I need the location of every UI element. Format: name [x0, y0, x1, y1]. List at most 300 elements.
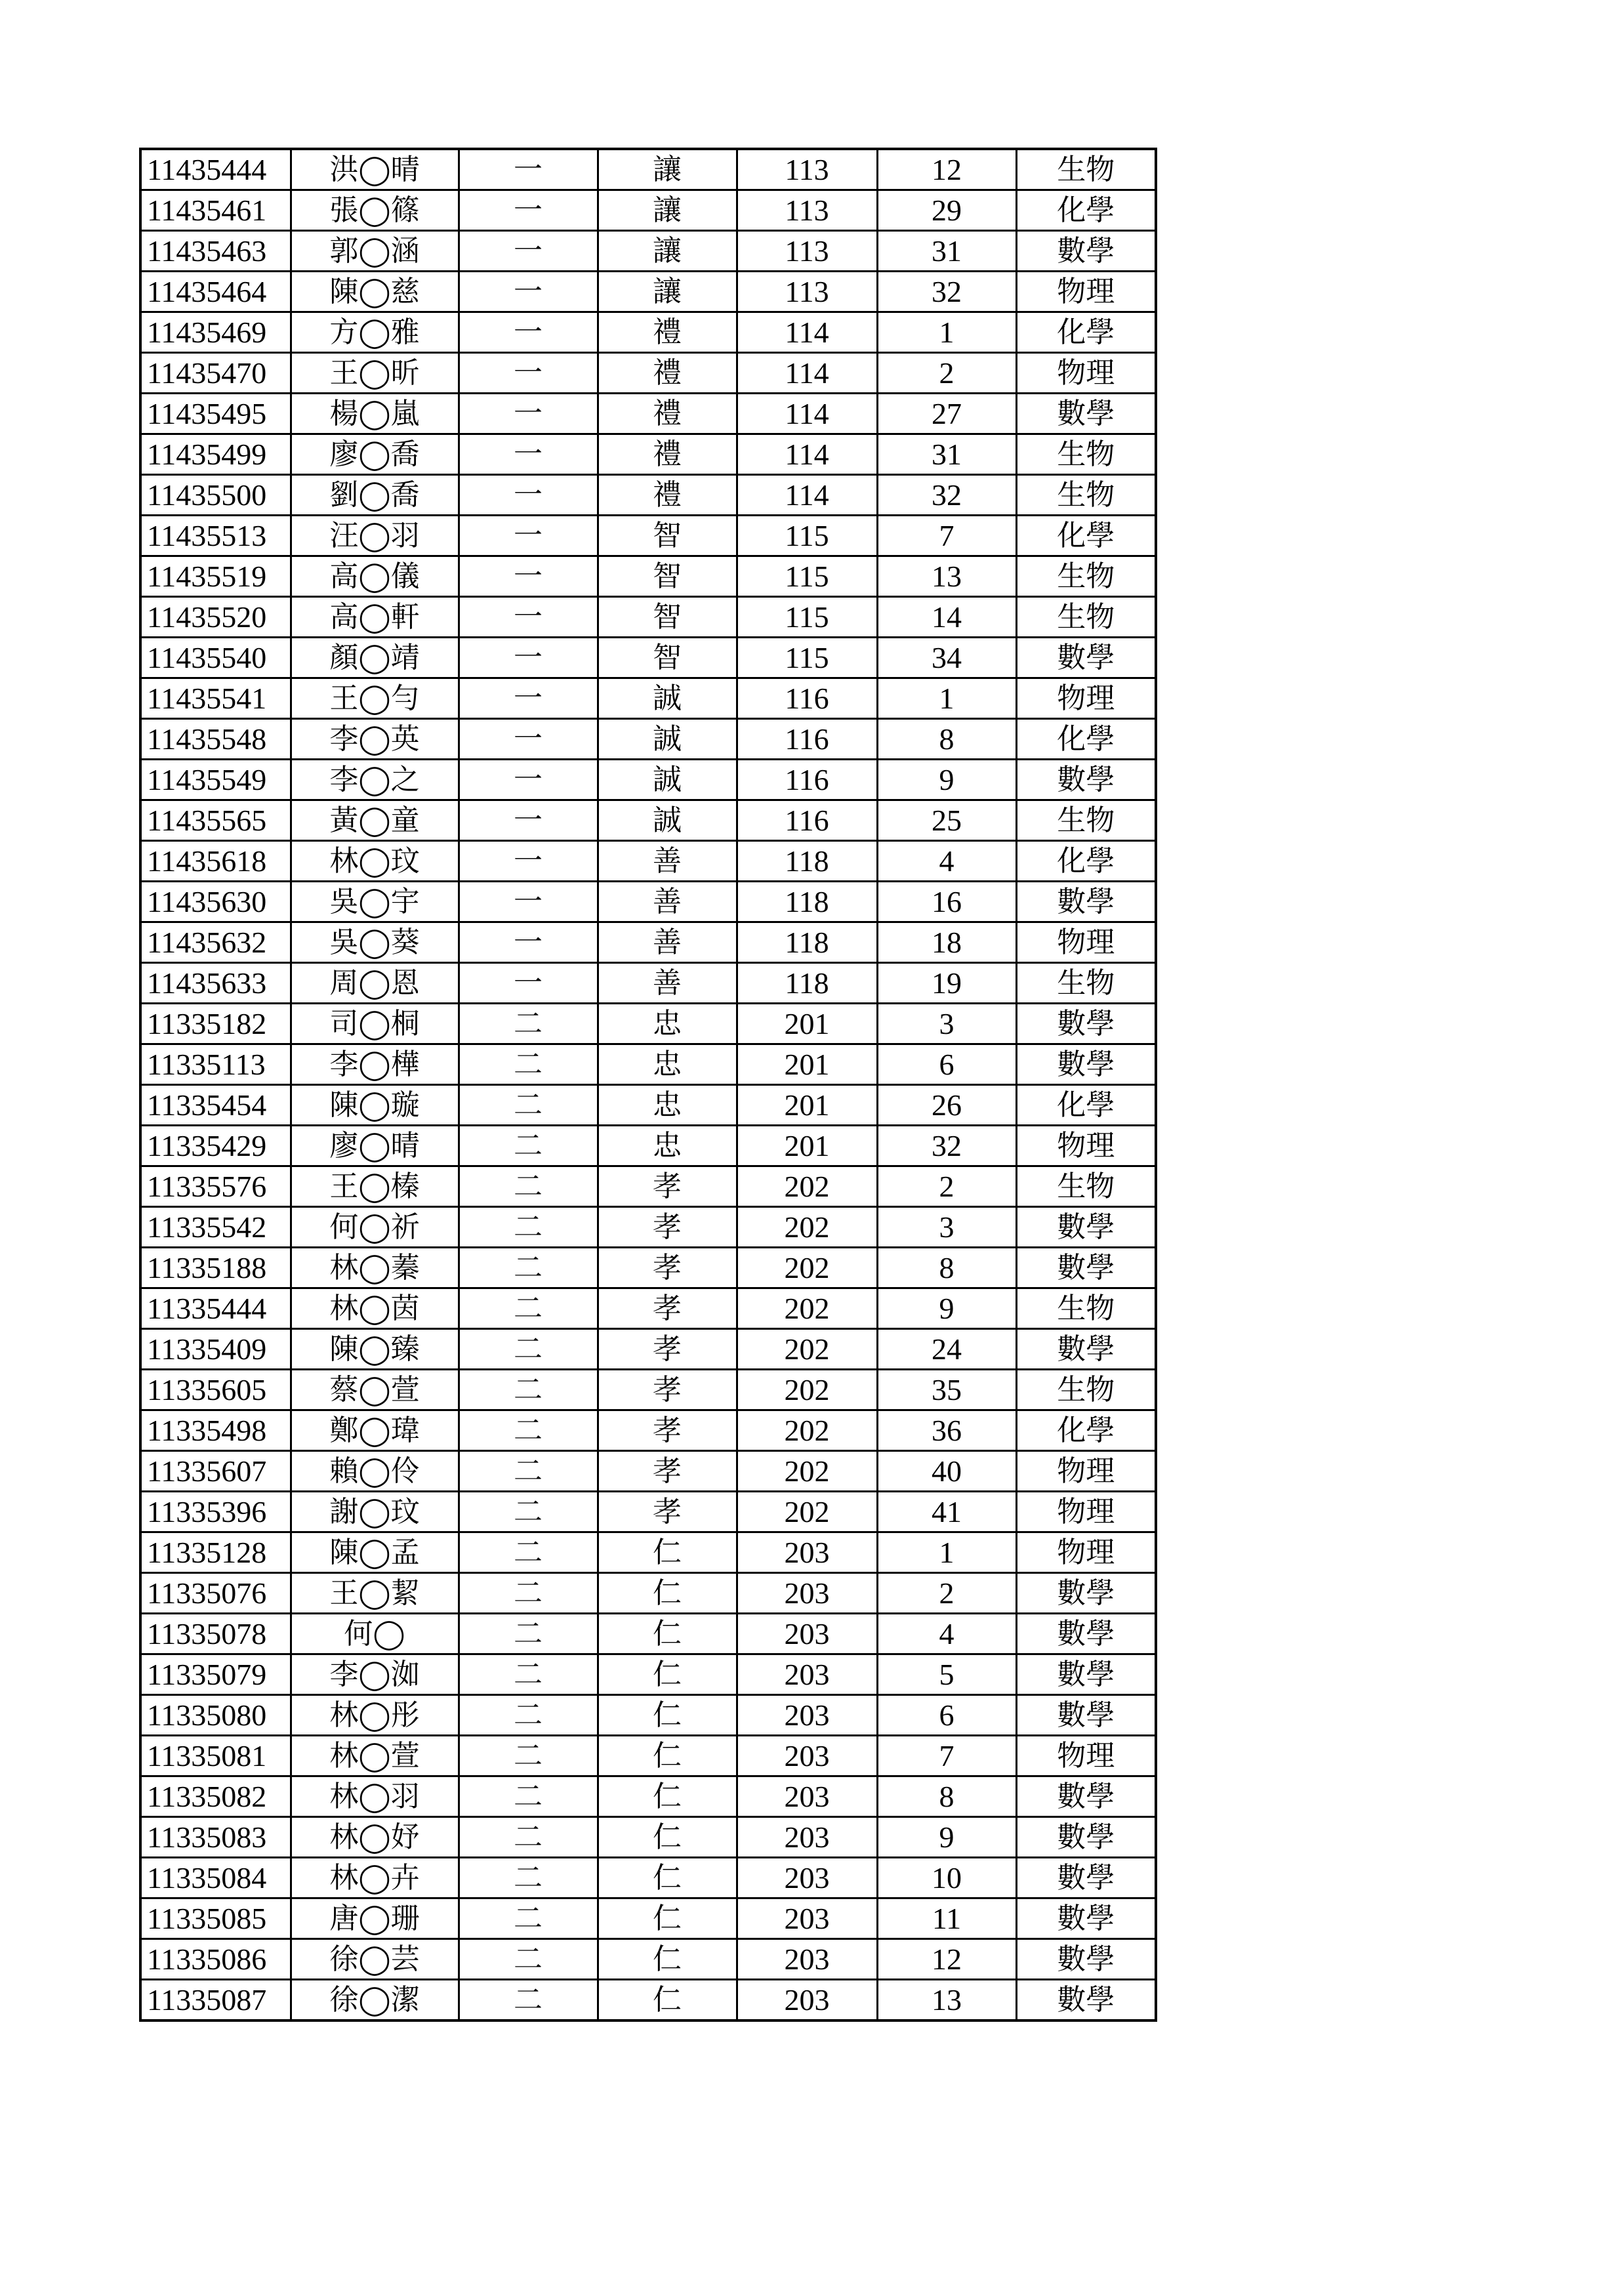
class-name-cell: 仁 — [598, 1858, 737, 1898]
student-name-cell: 張◯篠 — [291, 190, 459, 231]
class-name-cell: 孝 — [598, 1166, 737, 1207]
subject-cell: 數學 — [1016, 1614, 1156, 1654]
seat-number-cell: 9 — [877, 1288, 1016, 1329]
student-id-cell: 11335082 — [140, 1776, 291, 1817]
class-number-cell: 202 — [737, 1248, 877, 1288]
seat-number-cell: 10 — [877, 1858, 1016, 1898]
student-id-cell: 11335576 — [140, 1166, 291, 1207]
subject-cell: 化學 — [1016, 516, 1156, 556]
class-number-cell: 202 — [737, 1288, 877, 1329]
grade-cell: 二 — [459, 1858, 598, 1898]
subject-cell: 數學 — [1016, 1898, 1156, 1939]
grade-cell: 二 — [459, 1898, 598, 1939]
student-id-cell: 11335409 — [140, 1329, 291, 1370]
subject-cell: 生物 — [1016, 1288, 1156, 1329]
class-name-cell: 仁 — [598, 1980, 737, 2021]
student-id-cell: 11435520 — [140, 597, 291, 638]
student-name-cell: 林◯卉 — [291, 1858, 459, 1898]
student-id-cell: 11335081 — [140, 1736, 291, 1776]
subject-cell: 數學 — [1016, 1654, 1156, 1695]
student-name-cell: 賴◯伶 — [291, 1451, 459, 1492]
class-number-cell: 202 — [737, 1166, 877, 1207]
table-row — [140, 1573, 1156, 1614]
table-row — [140, 719, 1156, 760]
table-row — [140, 1776, 1156, 1817]
student-name-cell: 高◯軒 — [291, 597, 459, 638]
grade-cell: 二 — [459, 1654, 598, 1695]
grade-cell: 二 — [459, 1695, 598, 1736]
student-name-cell: 郭◯涵 — [291, 231, 459, 272]
class-number-cell: 203 — [737, 1858, 877, 1898]
grade-cell: 一 — [459, 556, 598, 597]
grade-cell: 二 — [459, 1451, 598, 1492]
student-name-cell: 洪◯晴 — [291, 149, 459, 190]
student-name-cell: 王◯昕 — [291, 353, 459, 394]
grade-cell: 一 — [459, 678, 598, 719]
seat-number-cell: 35 — [877, 1370, 1016, 1410]
grade-cell: 二 — [459, 1776, 598, 1817]
student-id-cell: 11435444 — [140, 149, 291, 190]
class-number-cell: 114 — [737, 353, 877, 394]
seat-number-cell: 25 — [877, 800, 1016, 841]
student-name-cell: 廖◯喬 — [291, 434, 459, 475]
student-name-cell: 蔡◯萱 — [291, 1370, 459, 1410]
student-id-cell: 11435464 — [140, 272, 291, 312]
subject-cell: 數學 — [1016, 1695, 1156, 1736]
student-id-cell: 11335396 — [140, 1492, 291, 1532]
class-name-cell: 善 — [598, 841, 737, 882]
subject-cell: 數學 — [1016, 1207, 1156, 1248]
table-row — [140, 190, 1156, 231]
subject-cell: 物理 — [1016, 1126, 1156, 1166]
student-id-cell: 11335498 — [140, 1410, 291, 1451]
subject-cell: 物理 — [1016, 353, 1156, 394]
student-id-cell: 11435513 — [140, 516, 291, 556]
class-name-cell: 禮 — [598, 475, 737, 516]
seat-number-cell: 9 — [877, 760, 1016, 800]
class-name-cell: 誠 — [598, 719, 737, 760]
class-name-cell: 忠 — [598, 1085, 737, 1126]
student-name-cell: 吳◯葵 — [291, 922, 459, 963]
class-number-cell: 201 — [737, 1126, 877, 1166]
class-number-cell: 113 — [737, 231, 877, 272]
table-body — [140, 149, 1156, 2020]
class-name-cell: 讓 — [598, 231, 737, 272]
student-name-cell: 司◯桐 — [291, 1004, 459, 1044]
class-number-cell: 202 — [737, 1207, 877, 1248]
class-number-cell: 115 — [737, 516, 877, 556]
table-row — [140, 1939, 1156, 1980]
class-name-cell: 忠 — [598, 1126, 737, 1166]
class-name-cell: 忠 — [598, 1044, 737, 1085]
grade-cell: 一 — [459, 353, 598, 394]
class-number-cell: 115 — [737, 597, 877, 638]
table-row — [140, 231, 1156, 272]
student-name-cell: 李◯洳 — [291, 1654, 459, 1695]
student-name-cell: 王◯絜 — [291, 1573, 459, 1614]
student-list-table — [139, 148, 1157, 2022]
student-id-cell: 11435565 — [140, 800, 291, 841]
student-id-cell: 11335128 — [140, 1532, 291, 1573]
seat-number-cell: 32 — [877, 272, 1016, 312]
table-row — [140, 516, 1156, 556]
class-name-cell: 善 — [598, 922, 737, 963]
seat-number-cell: 18 — [877, 922, 1016, 963]
seat-number-cell: 2 — [877, 1573, 1016, 1614]
student-id-cell: 11335182 — [140, 1004, 291, 1044]
class-name-cell: 仁 — [598, 1532, 737, 1573]
subject-cell: 生物 — [1016, 556, 1156, 597]
table-row — [140, 149, 1156, 190]
student-id-cell: 11435500 — [140, 475, 291, 516]
grade-cell: 一 — [459, 841, 598, 882]
table-row — [140, 1329, 1156, 1370]
class-name-cell: 仁 — [598, 1614, 737, 1654]
table-row — [140, 1288, 1156, 1329]
grade-cell: 一 — [459, 638, 598, 678]
subject-cell: 數學 — [1016, 638, 1156, 678]
student-id-cell: 11335086 — [140, 1939, 291, 1980]
seat-number-cell: 1 — [877, 1532, 1016, 1573]
grade-cell: 一 — [459, 394, 598, 434]
class-number-cell: 202 — [737, 1329, 877, 1370]
class-name-cell: 孝 — [598, 1329, 737, 1370]
class-name-cell: 誠 — [598, 800, 737, 841]
table-row — [140, 394, 1156, 434]
grade-cell: 一 — [459, 272, 598, 312]
class-number-cell: 113 — [737, 272, 877, 312]
class-name-cell: 忠 — [598, 1004, 737, 1044]
subject-cell: 物理 — [1016, 1451, 1156, 1492]
class-name-cell: 仁 — [598, 1939, 737, 1980]
subject-cell: 物理 — [1016, 272, 1156, 312]
class-name-cell: 智 — [598, 638, 737, 678]
student-name-cell: 楊◯嵐 — [291, 394, 459, 434]
table-row — [140, 1980, 1156, 2021]
subject-cell: 化學 — [1016, 190, 1156, 231]
class-number-cell: 116 — [737, 678, 877, 719]
grade-cell: 一 — [459, 922, 598, 963]
table-row — [140, 882, 1156, 922]
grade-cell: 二 — [459, 1370, 598, 1410]
student-name-cell: 陳◯臻 — [291, 1329, 459, 1370]
seat-number-cell: 41 — [877, 1492, 1016, 1532]
seat-number-cell: 9 — [877, 1817, 1016, 1858]
seat-number-cell: 12 — [877, 1939, 1016, 1980]
student-id-cell: 11435618 — [140, 841, 291, 882]
student-id-cell: 11435549 — [140, 760, 291, 800]
table-row — [140, 800, 1156, 841]
table-row — [140, 1898, 1156, 1939]
seat-number-cell: 5 — [877, 1654, 1016, 1695]
class-name-cell: 智 — [598, 516, 737, 556]
table-row — [140, 963, 1156, 1004]
student-id-cell: 11335087 — [140, 1980, 291, 2021]
grade-cell: 一 — [459, 800, 598, 841]
grade-cell: 二 — [459, 1980, 598, 2021]
grade-cell: 二 — [459, 1532, 598, 1573]
grade-cell: 二 — [459, 1004, 598, 1044]
table-row — [140, 1410, 1156, 1451]
seat-number-cell: 32 — [877, 475, 1016, 516]
seat-number-cell: 26 — [877, 1085, 1016, 1126]
grade-cell: 一 — [459, 597, 598, 638]
seat-number-cell: 1 — [877, 678, 1016, 719]
subject-cell: 數學 — [1016, 1329, 1156, 1370]
grade-cell: 二 — [459, 1207, 598, 1248]
table-row — [140, 1492, 1156, 1532]
class-number-cell: 202 — [737, 1451, 877, 1492]
table-row — [140, 1532, 1156, 1573]
class-name-cell: 仁 — [598, 1898, 737, 1939]
seat-number-cell: 8 — [877, 719, 1016, 760]
subject-cell: 數學 — [1016, 394, 1156, 434]
grade-cell: 二 — [459, 1126, 598, 1166]
class-number-cell: 201 — [737, 1085, 877, 1126]
class-number-cell: 113 — [737, 190, 877, 231]
class-number-cell: 203 — [737, 1898, 877, 1939]
student-id-cell: 11335542 — [140, 1207, 291, 1248]
table-row — [140, 638, 1156, 678]
table-row — [140, 1451, 1156, 1492]
student-name-cell: 劉◯喬 — [291, 475, 459, 516]
class-number-cell: 114 — [737, 394, 877, 434]
student-id-cell: 11335085 — [140, 1898, 291, 1939]
grade-cell: 二 — [459, 1166, 598, 1207]
student-id-cell: 11435470 — [140, 353, 291, 394]
student-id-cell: 11335084 — [140, 1858, 291, 1898]
subject-cell: 物理 — [1016, 922, 1156, 963]
student-name-cell: 徐◯芸 — [291, 1939, 459, 1980]
student-id-cell: 11435499 — [140, 434, 291, 475]
student-id-cell: 11435540 — [140, 638, 291, 678]
student-name-cell: 陳◯慈 — [291, 272, 459, 312]
class-name-cell: 孝 — [598, 1410, 737, 1451]
class-name-cell: 孝 — [598, 1207, 737, 1248]
class-number-cell: 202 — [737, 1370, 877, 1410]
subject-cell: 數學 — [1016, 1248, 1156, 1288]
table-row — [140, 1736, 1156, 1776]
student-name-cell: 何◯ — [291, 1614, 459, 1654]
grade-cell: 一 — [459, 434, 598, 475]
class-number-cell: 118 — [737, 841, 877, 882]
table-row — [140, 597, 1156, 638]
student-name-cell: 林◯蓁 — [291, 1248, 459, 1288]
class-name-cell: 仁 — [598, 1776, 737, 1817]
table-row — [140, 272, 1156, 312]
student-name-cell: 徐◯潔 — [291, 1980, 459, 2021]
class-number-cell: 116 — [737, 760, 877, 800]
seat-number-cell: 32 — [877, 1126, 1016, 1166]
class-number-cell: 116 — [737, 800, 877, 841]
student-id-cell: 11335080 — [140, 1695, 291, 1736]
seat-number-cell: 7 — [877, 516, 1016, 556]
subject-cell: 生物 — [1016, 1370, 1156, 1410]
subject-cell: 物理 — [1016, 678, 1156, 719]
student-id-cell: 11335429 — [140, 1126, 291, 1166]
seat-number-cell: 3 — [877, 1004, 1016, 1044]
class-number-cell: 118 — [737, 882, 877, 922]
grade-cell: 一 — [459, 963, 598, 1004]
student-id-cell: 11435495 — [140, 394, 291, 434]
class-number-cell: 116 — [737, 719, 877, 760]
student-name-cell: 汪◯羽 — [291, 516, 459, 556]
class-number-cell: 201 — [737, 1004, 877, 1044]
table-row — [140, 1207, 1156, 1248]
seat-number-cell: 12 — [877, 149, 1016, 190]
table-row — [140, 1126, 1156, 1166]
class-number-cell: 203 — [737, 1532, 877, 1573]
seat-number-cell: 27 — [877, 394, 1016, 434]
class-name-cell: 仁 — [598, 1817, 737, 1858]
student-name-cell: 林◯玟 — [291, 841, 459, 882]
subject-cell: 數學 — [1016, 1044, 1156, 1085]
subject-cell: 物理 — [1016, 1736, 1156, 1776]
grade-cell: 二 — [459, 1044, 598, 1085]
seat-number-cell: 7 — [877, 1736, 1016, 1776]
class-name-cell: 孝 — [598, 1370, 737, 1410]
table-row — [140, 1166, 1156, 1207]
grade-cell: 二 — [459, 1288, 598, 1329]
student-name-cell: 林◯彤 — [291, 1695, 459, 1736]
student-name-cell: 李◯英 — [291, 719, 459, 760]
subject-cell: 物理 — [1016, 1532, 1156, 1573]
class-name-cell: 智 — [598, 556, 737, 597]
subject-cell: 化學 — [1016, 841, 1156, 882]
class-name-cell: 禮 — [598, 434, 737, 475]
grade-cell: 一 — [459, 149, 598, 190]
student-name-cell: 林◯萱 — [291, 1736, 459, 1776]
class-number-cell: 118 — [737, 922, 877, 963]
subject-cell: 化學 — [1016, 1085, 1156, 1126]
student-id-cell: 11435633 — [140, 963, 291, 1004]
table-row — [140, 1248, 1156, 1288]
student-id-cell: 11435463 — [140, 231, 291, 272]
table-row — [140, 1370, 1156, 1410]
class-number-cell: 201 — [737, 1044, 877, 1085]
seat-number-cell: 4 — [877, 1614, 1016, 1654]
table-row — [140, 1817, 1156, 1858]
class-name-cell: 讓 — [598, 190, 737, 231]
seat-number-cell: 8 — [877, 1248, 1016, 1288]
student-id-cell: 11335188 — [140, 1248, 291, 1288]
grade-cell: 一 — [459, 760, 598, 800]
class-number-cell: 114 — [737, 475, 877, 516]
class-number-cell: 203 — [737, 1654, 877, 1695]
class-name-cell: 禮 — [598, 394, 737, 434]
subject-cell: 化學 — [1016, 1410, 1156, 1451]
class-number-cell: 203 — [737, 1573, 877, 1614]
student-id-cell: 11335454 — [140, 1085, 291, 1126]
class-number-cell: 203 — [737, 1776, 877, 1817]
subject-cell: 生物 — [1016, 963, 1156, 1004]
student-name-cell: 黃◯童 — [291, 800, 459, 841]
subject-cell: 數學 — [1016, 1776, 1156, 1817]
subject-cell: 生物 — [1016, 434, 1156, 475]
student-id-cell: 11435632 — [140, 922, 291, 963]
student-name-cell: 王◯榛 — [291, 1166, 459, 1207]
student-id-cell: 11335607 — [140, 1451, 291, 1492]
table-row — [140, 475, 1156, 516]
student-id-cell: 11335079 — [140, 1654, 291, 1695]
seat-number-cell: 19 — [877, 963, 1016, 1004]
seat-number-cell: 24 — [877, 1329, 1016, 1370]
student-name-cell: 吳◯宇 — [291, 882, 459, 922]
student-id-cell: 11335444 — [140, 1288, 291, 1329]
class-name-cell: 讓 — [598, 272, 737, 312]
seat-number-cell: 2 — [877, 1166, 1016, 1207]
class-name-cell: 仁 — [598, 1695, 737, 1736]
class-name-cell: 禮 — [598, 312, 737, 353]
student-id-cell: 11335078 — [140, 1614, 291, 1654]
subject-cell: 數學 — [1016, 1573, 1156, 1614]
class-name-cell: 孝 — [598, 1288, 737, 1329]
table-row — [140, 760, 1156, 800]
table-row — [140, 312, 1156, 353]
subject-cell: 數學 — [1016, 1939, 1156, 1980]
table-row — [140, 353, 1156, 394]
class-number-cell: 203 — [737, 1695, 877, 1736]
student-id-cell: 11435548 — [140, 719, 291, 760]
subject-cell: 數學 — [1016, 1817, 1156, 1858]
seat-number-cell: 31 — [877, 434, 1016, 475]
seat-number-cell: 29 — [877, 190, 1016, 231]
student-name-cell: 林◯羽 — [291, 1776, 459, 1817]
subject-cell: 生物 — [1016, 800, 1156, 841]
student-name-cell: 高◯儀 — [291, 556, 459, 597]
student-name-cell: 唐◯珊 — [291, 1898, 459, 1939]
student-name-cell: 林◯妤 — [291, 1817, 459, 1858]
seat-number-cell: 4 — [877, 841, 1016, 882]
grade-cell: 一 — [459, 231, 598, 272]
table-row — [140, 1044, 1156, 1085]
seat-number-cell: 2 — [877, 353, 1016, 394]
grade-cell: 二 — [459, 1329, 598, 1370]
student-name-cell: 陳◯璇 — [291, 1085, 459, 1126]
class-name-cell: 善 — [598, 963, 737, 1004]
class-name-cell: 孝 — [598, 1248, 737, 1288]
class-number-cell: 202 — [737, 1492, 877, 1532]
seat-number-cell: 14 — [877, 597, 1016, 638]
student-id-cell: 11435630 — [140, 882, 291, 922]
grade-cell: 一 — [459, 516, 598, 556]
class-name-cell: 誠 — [598, 678, 737, 719]
student-name-cell: 方◯雅 — [291, 312, 459, 353]
student-name-cell: 何◯祈 — [291, 1207, 459, 1248]
grade-cell: 一 — [459, 719, 598, 760]
class-number-cell: 203 — [737, 1817, 877, 1858]
grade-cell: 二 — [459, 1736, 598, 1776]
class-name-cell: 善 — [598, 882, 737, 922]
subject-cell: 化學 — [1016, 312, 1156, 353]
class-number-cell: 203 — [737, 1614, 877, 1654]
subject-cell: 數學 — [1016, 760, 1156, 800]
student-name-cell: 李◯之 — [291, 760, 459, 800]
seat-number-cell: 13 — [877, 556, 1016, 597]
student-name-cell: 鄭◯瑋 — [291, 1410, 459, 1451]
grade-cell: 二 — [459, 1492, 598, 1532]
class-number-cell: 118 — [737, 963, 877, 1004]
class-name-cell: 禮 — [598, 353, 737, 394]
student-name-cell: 顏◯靖 — [291, 638, 459, 678]
class-number-cell: 115 — [737, 638, 877, 678]
class-number-cell: 203 — [737, 1736, 877, 1776]
student-name-cell: 李◯樺 — [291, 1044, 459, 1085]
seat-number-cell: 40 — [877, 1451, 1016, 1492]
student-id-cell: 11435519 — [140, 556, 291, 597]
subject-cell: 數學 — [1016, 1858, 1156, 1898]
subject-cell: 數學 — [1016, 1980, 1156, 2021]
